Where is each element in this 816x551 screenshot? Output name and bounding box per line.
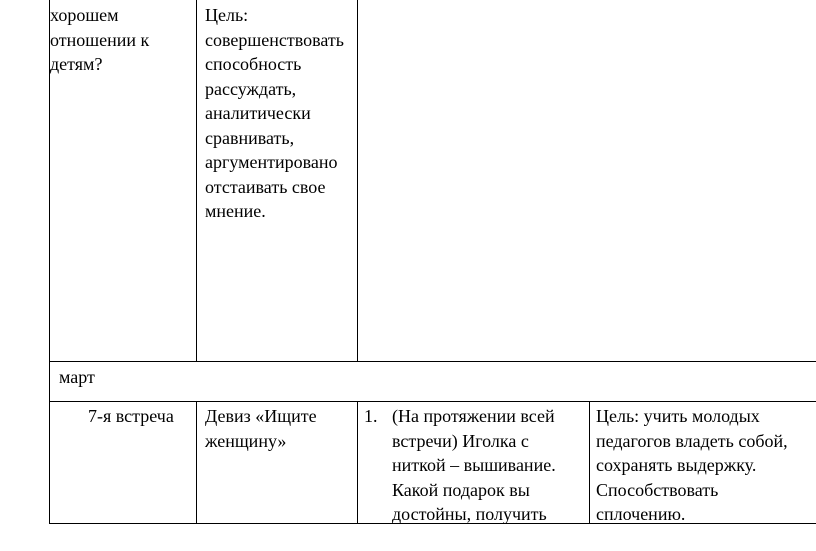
table-col1-divider-bottom — [196, 401, 197, 524]
meeting-number-text: 7-я встреча — [88, 406, 174, 426]
table-col3-divider-bottom — [589, 401, 590, 524]
table-col2-divider-bottom — [357, 401, 358, 524]
meeting-motto-text: Девиз «Ищите женщину» — [205, 406, 317, 451]
month-label: март — [59, 367, 95, 387]
meeting-activity-text: (На протяжении всей встречи) Иголка с ниткой – вышивание. Какой подарок вы достойны, получить — [392, 406, 556, 524]
top-row-col2-text: Цель: совершенствовать способность рассуждать, аналитически сравнивать, аргументировано отстаивать свое мнение. — [205, 5, 344, 221]
table-col2-divider-top — [357, 0, 358, 361]
table-col1-divider-top — [196, 0, 197, 361]
table-left-border — [49, 0, 50, 524]
meeting-goal-text: Цель: учить молодых педагогов владеть собой, сохранять выдержку. Способствовать сплочению. — [596, 406, 788, 524]
list-marker: 1. — [364, 406, 378, 426]
table-row-divider-1 — [49, 361, 816, 362]
top-row-col1-text: хорошем отношении к детям? — [50, 5, 150, 74]
table-row-divider-2 — [49, 401, 816, 402]
